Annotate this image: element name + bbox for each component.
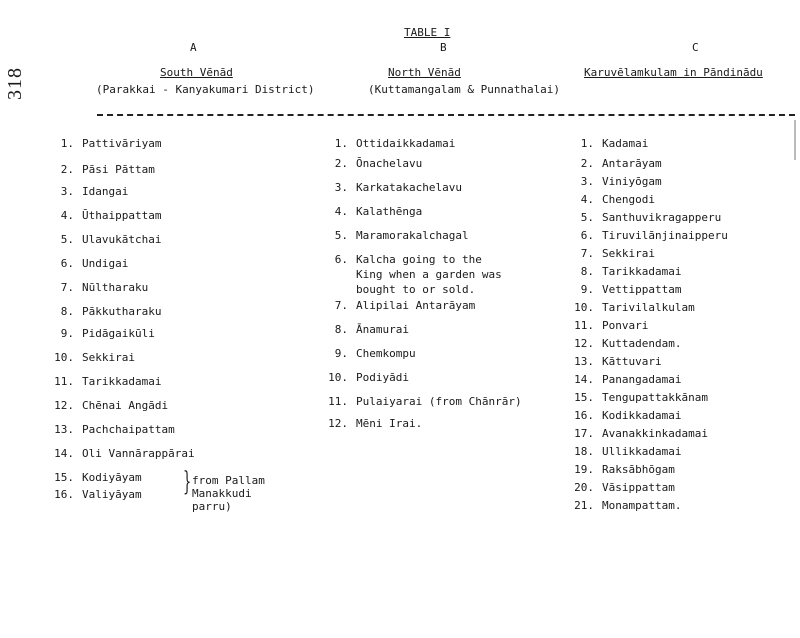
item-number: 18. <box>574 445 594 458</box>
item-number: 6. <box>580 229 594 242</box>
list-item <box>50 487 142 502</box>
item-number: 4. <box>334 205 348 218</box>
item-number: 7. <box>580 247 594 260</box>
item-number: 12. <box>54 399 74 412</box>
item-number: 5. <box>60 233 74 246</box>
item-text: Monampattam. <box>602 499 682 512</box>
list-item <box>50 256 128 271</box>
item-number: 11. <box>328 395 348 408</box>
item-number: 12. <box>328 417 348 430</box>
item-text: Kalathēnga <box>356 205 423 218</box>
list-item <box>568 336 681 351</box>
item-number: 15. <box>574 391 594 404</box>
list-item <box>50 208 161 223</box>
list-item <box>50 184 128 199</box>
item-text: Chemkompu <box>356 347 416 360</box>
list-item <box>320 416 422 431</box>
list-item <box>50 326 155 341</box>
list-item <box>568 300 695 315</box>
item-text: Oli Vannārappārai <box>82 447 195 460</box>
list-item <box>320 346 416 361</box>
item-number: 5. <box>580 211 594 224</box>
item-text: Ullikkadamai <box>602 445 682 458</box>
item-text: Vāsippattam <box>602 481 675 494</box>
item-text: Santhuvikragapperu <box>602 211 722 224</box>
item-text: Pākkutharaku <box>82 305 162 318</box>
item-text: Pattivāriyam <box>82 137 162 150</box>
item-text: Pāsi Pāttam <box>82 163 155 176</box>
item-number: 11. <box>54 375 74 388</box>
item-text: Tengupattakkānam <box>602 391 708 404</box>
list-item <box>50 136 161 151</box>
brace-note: from Pallam Manakkudi parru) <box>192 474 265 513</box>
item-text: Ottidaikkadamai <box>356 137 456 150</box>
list-item <box>320 298 475 313</box>
list-item <box>50 280 148 295</box>
list-item <box>50 162 155 177</box>
list-item <box>50 398 168 413</box>
item-text: Ōnachelavu <box>356 157 423 170</box>
item-text: Kodikkadamai <box>602 409 682 422</box>
item-number: 8. <box>60 305 74 318</box>
list-item <box>50 470 142 485</box>
item-number: 3. <box>580 175 594 188</box>
item-number: 21. <box>574 499 594 512</box>
item-number: 7. <box>334 299 348 312</box>
list-item <box>568 408 681 423</box>
item-text: Antarāyam <box>602 157 662 170</box>
column-a-letter: A <box>190 41 197 54</box>
item-number: 9. <box>60 327 74 340</box>
list-item <box>568 136 648 151</box>
list-item <box>50 446 195 461</box>
list-item <box>568 210 721 225</box>
item-text: Tarivilalkulam <box>602 301 695 314</box>
item-number: 9. <box>334 347 348 360</box>
item-text: Undigai <box>82 257 129 270</box>
item-number: 10. <box>54 351 74 364</box>
item-number: 8. <box>580 265 594 278</box>
column-b-letter: B <box>440 41 447 54</box>
item-text: Tarikkadamai <box>82 375 162 388</box>
item-text: Vettippattam <box>602 283 682 296</box>
item-number: 1. <box>60 137 74 150</box>
item-text: Karkatakachelavu <box>356 181 462 194</box>
list-item <box>50 374 161 389</box>
item-text: Ānamurai <box>356 323 409 336</box>
item-number: 15. <box>54 471 74 484</box>
list-item <box>320 156 422 171</box>
item-number: 17. <box>574 427 594 440</box>
item-number: 14. <box>574 373 594 386</box>
item-number: 10. <box>574 301 594 314</box>
item-number: 12. <box>574 337 594 350</box>
item-number: 9. <box>580 283 594 296</box>
item-text: Sekkirai <box>82 351 135 364</box>
item-text: Viniyōgam <box>602 175 662 188</box>
column-c-letter: C <box>692 41 699 54</box>
list-item <box>320 180 462 195</box>
item-number: 11. <box>574 319 594 332</box>
item-text: Panangadamai <box>602 373 682 386</box>
item-number: 8. <box>334 323 348 336</box>
list-item <box>568 354 662 369</box>
item-text: Chēnai Angādi <box>82 399 169 412</box>
item-number: 2. <box>580 157 594 170</box>
item-text: Tiruvilānjinaipperu <box>602 229 728 242</box>
item-text: Sekkirai <box>602 247 655 260</box>
item-number: 4. <box>580 193 594 206</box>
list-item <box>568 462 675 477</box>
item-text: Chengodi <box>602 193 655 206</box>
item-number: 4. <box>60 209 74 222</box>
item-text: Idangai <box>82 185 129 198</box>
list-item <box>50 304 161 319</box>
item-text: Avanakkinkadamai <box>602 427 708 440</box>
list-item <box>320 228 469 243</box>
list-item <box>320 204 422 219</box>
list-item <box>568 318 648 333</box>
item-number: 2. <box>334 157 348 170</box>
list-item <box>50 232 161 247</box>
item-text: Nūltharaku <box>82 281 149 294</box>
item-text: Kāttuvari <box>602 355 662 368</box>
item-text: Kodiyāyam <box>82 471 142 484</box>
item-text: Ūthaippattam <box>82 209 162 222</box>
item-text: Raksābhōgam <box>602 463 675 476</box>
list-item <box>320 136 455 151</box>
column-a-heading: South Vēnād <box>160 66 233 79</box>
item-number: 6. <box>60 257 74 270</box>
item-text: Kuttadendam. <box>602 337 682 350</box>
item-number: 6. <box>334 253 348 266</box>
list-item <box>568 156 662 171</box>
item-number: 2. <box>60 163 74 176</box>
list-item <box>320 394 522 409</box>
item-text: Ulavukātchai <box>82 233 162 246</box>
list-item <box>568 174 662 189</box>
list-item <box>568 498 681 513</box>
item-text: Ponvari <box>602 319 649 332</box>
list-item <box>568 246 655 261</box>
list-item <box>50 350 135 365</box>
list-item <box>568 192 655 207</box>
table-title: TABLE I <box>404 26 451 39</box>
list-item <box>568 282 681 297</box>
item-text: Tarikkadamai <box>602 265 682 278</box>
item-number: 14. <box>54 447 74 460</box>
item-text: Mēni Irai. <box>356 417 423 430</box>
list-item <box>568 426 708 441</box>
item-number: 3. <box>60 185 74 198</box>
item-text: Pidāgaikūli <box>82 327 155 340</box>
list-item <box>568 372 681 387</box>
list-item <box>568 390 708 405</box>
scrollbar-thumb[interactable] <box>794 120 796 160</box>
list-item <box>568 480 675 495</box>
column-b-heading: North Vēnād <box>388 66 461 79</box>
item-number: 3. <box>334 181 348 194</box>
column-b-subheading: (Kuttamangalam & Punnathalai) <box>368 83 561 96</box>
item-text: Alipilai Antarāyam <box>356 299 476 312</box>
item-text: Pulaiyarai (from Chānrār) <box>356 395 522 408</box>
item-text: Podiyādi <box>356 371 409 384</box>
item-text: Pachchaipattam <box>82 423 175 436</box>
item-number: 5. <box>334 229 348 242</box>
item-number: 1. <box>334 137 348 150</box>
page-number: 318 <box>4 67 26 100</box>
item-text: Valiyāyam <box>82 488 142 501</box>
list-item <box>320 252 502 297</box>
item-text: Kadamai <box>602 137 649 150</box>
item-number: 16. <box>574 409 594 422</box>
item-number: 1. <box>580 137 594 150</box>
brace-symbol: } <box>183 467 192 497</box>
list-item <box>50 422 175 437</box>
column-a-subheading: (Parakkai - Kanyakumari District) <box>96 83 315 96</box>
list-item <box>320 322 409 337</box>
item-number: 13. <box>574 355 594 368</box>
item-text: Kalcha going to the King when a garden was bought to or sold. <box>356 253 502 296</box>
item-number: 7. <box>60 281 74 294</box>
item-number: 13. <box>54 423 74 436</box>
item-number: 20. <box>574 481 594 494</box>
list-item <box>568 228 728 243</box>
column-c-heading: Karuvēlamkulam in Pāndinādu <box>584 66 763 79</box>
item-number: 10. <box>328 371 348 384</box>
list-item <box>568 264 681 279</box>
item-text: Maramorakalchagal <box>356 229 469 242</box>
list-item <box>568 444 681 459</box>
item-number: 16. <box>54 488 74 501</box>
item-number: 19. <box>574 463 594 476</box>
list-item <box>320 370 409 385</box>
dashed-divider <box>97 114 795 116</box>
